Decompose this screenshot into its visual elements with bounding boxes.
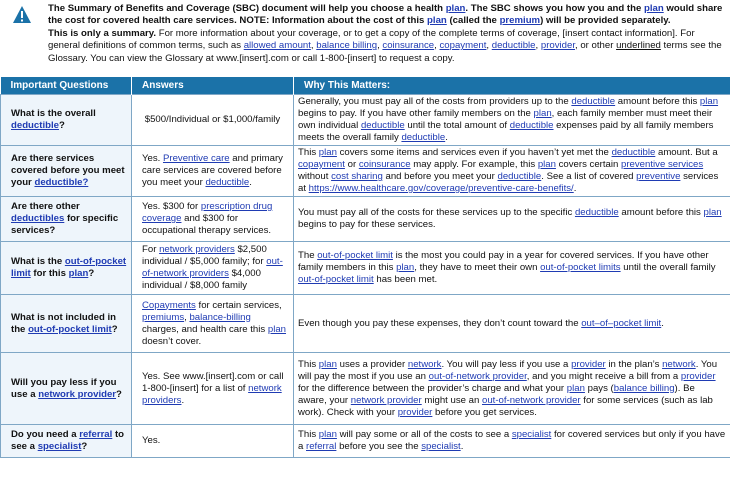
coinsurance-link[interactable]: coinsurance: [358, 159, 411, 170]
why-text: .: [573, 183, 577, 194]
deductible-link[interactable]: deductible: [401, 132, 446, 143]
provider-link[interactable]: provider: [540, 40, 575, 52]
header-important-questions: Important Questions: [1, 77, 132, 95]
plan-link[interactable]: plan: [318, 147, 337, 158]
question-cell: [1, 197, 132, 242]
separator: ,: [434, 40, 440, 52]
deductibles-link[interactable]: deductibles: [11, 213, 65, 224]
why-text: ). Be aware, your: [298, 382, 695, 406]
intro-text: The Summary of Benefits and Coverage (SBC) document will help you choose a health: [48, 3, 446, 14]
why-text: covers some items and services even if you haven’t yet met the: [336, 147, 612, 158]
why-cell: [294, 95, 730, 146]
allowed-amount-link[interactable]: allowed amount: [243, 40, 311, 52]
answer-text: $2,500 individual / $5,000 family; for: [142, 244, 267, 267]
provider-link[interactable]: provider: [680, 370, 716, 382]
question-cell: [1, 295, 132, 353]
out-of-pocket-limit-link[interactable]: out-of-pocket limit: [298, 274, 374, 285]
why-text: expenses paid by all family members meets the overall family: [298, 120, 714, 143]
why-text: without: [298, 171, 332, 182]
balance-billing-link[interactable]: balance billing: [316, 40, 378, 52]
header-why-this-matters: Why This Matters:: [294, 77, 730, 95]
answer-text: Yes. See www.[insert].com or call 1-800-[insert] for a list of: [142, 370, 284, 394]
deductible-link[interactable]: deductible: [205, 177, 250, 188]
answer-text: doesn’t cover.: [142, 335, 202, 347]
why-text: . You will pay the most if you use an: [298, 358, 718, 382]
why-text: . You will pay less if you use a: [441, 358, 572, 370]
specialist-link[interactable]: specialist: [421, 441, 461, 452]
answer-text: and $300 for occupational therapy services.: [142, 213, 272, 236]
preventive-link[interactable]: preventive: [636, 171, 681, 182]
deductible-link[interactable]: deductible: [497, 171, 542, 182]
question-cell: [1, 353, 132, 425]
why-text: until the total amount of: [404, 120, 510, 131]
deductible-link[interactable]: deductible: [360, 120, 405, 131]
header-answers: Answers: [132, 77, 294, 95]
why-text: until the overall family: [620, 262, 716, 273]
question-cell: [1, 242, 132, 295]
specialist-link[interactable]: specialist: [511, 429, 552, 440]
why-text: begins to pay. If you have other family members on the: [298, 108, 534, 119]
why-text: for the difference between the provider’s charge and what your: [298, 382, 567, 394]
answer-cell: Yes.: [132, 425, 294, 458]
specialist-link[interactable]: specialist: [37, 441, 82, 452]
question-text: for specific services?: [11, 213, 119, 236]
why-text: for covered services but only if you have a: [298, 429, 726, 452]
intro-text: For more information about your coverage, or to get a copy of the complete terms of coverage, [insert contact information]. For general definitions of common terms, such as: [48, 27, 695, 52]
why-text: Generally, you must pay all of the costs from providers up to the: [298, 96, 572, 107]
network-provider-link[interactable]: network provider: [38, 388, 117, 400]
answer-text: Yes. $300 for: [142, 201, 201, 212]
answer-cell: [132, 353, 294, 425]
out-of-pocket-limit-link[interactable]: out-of-pocket limit: [11, 256, 127, 279]
deductible-link[interactable]: deductible: [11, 120, 59, 131]
answer-cell: [132, 242, 294, 295]
preventive-care-link[interactable]: Preventive care: [162, 153, 230, 164]
prescription-drug-coverage-link[interactable]: prescription drug coverage: [142, 201, 273, 224]
info-icon: [12, 5, 32, 25]
answer-text: $4,000 individual / $8,000 family: [142, 268, 261, 291]
table-header-row: [1, 77, 730, 95]
question-text: What is the: [11, 256, 65, 267]
why-text: before you get services.: [432, 406, 537, 418]
why-text: uses a provider: [336, 358, 408, 370]
out-of-pocket-limits-link[interactable]: out-of-pocket limits: [540, 262, 621, 273]
plan-link[interactable]: plan: [533, 108, 552, 119]
out-of-network-provider-link[interactable]: out-of-network provider: [428, 370, 527, 382]
intro-lead: [10, 3, 724, 65]
referral-link[interactable]: referral: [79, 429, 113, 440]
why-text: .: [661, 317, 664, 329]
plan-link[interactable]: plan: [643, 3, 664, 14]
answer-text: .: [249, 177, 252, 188]
balance-billing-link[interactable]: balance-billing: [189, 311, 251, 323]
table-row: [1, 295, 730, 353]
question-cell: [1, 146, 132, 197]
intro-text: terms see the Glossary. You can view the Glossary at www.[insert].com or call 1-800-[insert] to request a copy.: [48, 40, 722, 64]
why-text: .: [460, 441, 464, 452]
why-text: Even though you pay these expenses, they don’t count toward the: [298, 317, 582, 329]
plan-link[interactable]: plan: [566, 382, 585, 394]
provider-link[interactable]: provider: [397, 406, 433, 418]
answer-text: ,: [184, 311, 190, 323]
why-text: in the plan’s: [605, 358, 663, 370]
network-link[interactable]: network: [662, 358, 696, 370]
answer-text: for certain services,: [195, 299, 282, 311]
intro-text: ) will be provided separately.: [540, 15, 671, 27]
balance-billing-link[interactable]: balance billing: [613, 382, 675, 394]
question-text: ?: [88, 268, 95, 279]
why-text: amount before this: [615, 96, 700, 107]
out-of-pocket-limit-link[interactable]: out-of-pocket limit: [28, 323, 112, 335]
why-text: This: [298, 429, 319, 440]
network-provider-link[interactable]: network provider: [350, 394, 422, 406]
why-text: covers certain: [555, 159, 622, 170]
intro-section: [0, 0, 730, 75]
out-of-network-providers-link[interactable]: out-of-network providers: [142, 256, 283, 279]
separator: ,: [310, 40, 317, 52]
why-text: before you see the: [336, 441, 422, 452]
coverage-table: [0, 77, 730, 458]
why-text: , and you might receive a bill from a: [526, 370, 681, 382]
separator: ,: [377, 40, 383, 52]
healthcare-gov-link[interactable]: https://www.healthcare.gov/coverage/preventive-care-benefits/: [308, 183, 574, 194]
plan-link[interactable]: plan: [267, 323, 287, 335]
why-text: services at: [298, 171, 719, 194]
why-text: . See a list of covered: [541, 171, 637, 182]
deductible-link[interactable]: deductible: [491, 40, 536, 52]
table-row: [1, 353, 730, 425]
table-row: [1, 425, 730, 458]
why-cell: [294, 242, 730, 295]
premiums-link[interactable]: premiums: [142, 311, 185, 323]
deductible-link[interactable]: deductible: [509, 120, 554, 131]
why-text: pays (: [584, 382, 614, 394]
network-link[interactable]: network: [407, 358, 442, 370]
plan-link[interactable]: plan: [427, 15, 447, 27]
plan-link[interactable]: plan: [537, 159, 556, 170]
answer-cell: [132, 146, 294, 197]
intro-text: (called the: [446, 15, 500, 27]
copayment-link[interactable]: copayment: [439, 40, 487, 52]
question-text: ?: [58, 120, 65, 131]
question-text: Are there services covered before you meet your: [11, 153, 125, 188]
why-text: .: [445, 132, 448, 143]
plan-link[interactable]: plan: [396, 262, 415, 273]
answer-cell: [132, 295, 294, 353]
why-text: might use an: [421, 394, 482, 406]
answer-cell: [132, 197, 294, 242]
why-text: for some services (such as lab work). Check with your: [298, 394, 713, 418]
why-text: amount before this: [618, 207, 704, 218]
deductible-link[interactable]: deductible?: [34, 177, 89, 188]
intro-text: . The SBC shows you how you and the: [465, 3, 644, 14]
why-text: , they have to meet their own: [414, 262, 541, 273]
why-text: or: [344, 159, 359, 170]
question-text: ?: [111, 323, 118, 335]
referral-link[interactable]: referral: [306, 441, 337, 452]
why-cell: [294, 425, 730, 458]
answer-text: Yes.: [142, 153, 163, 164]
why-text: This: [298, 147, 319, 158]
table-row: [1, 197, 730, 242]
question-cell: [1, 425, 132, 458]
plan-link[interactable]: plan: [318, 358, 337, 370]
why-text: You must pay all of the costs for these services up to the specific: [298, 207, 575, 218]
out-of-network-provider-link[interactable]: out-of-network provider: [481, 394, 581, 406]
plan-link[interactable]: plan: [703, 207, 722, 218]
why-text: is the most you could pay in a year for covered services. If you have other family members in this: [298, 250, 709, 273]
intro-text: would share the cost for covered health care services. NOTE: Information about the cost of this: [48, 3, 723, 27]
table-row: [1, 146, 730, 197]
summary-bold: This is only a summary.: [48, 27, 157, 39]
provider-link[interactable]: provider: [571, 358, 606, 370]
why-text: has been met.: [373, 274, 438, 285]
question-text: What is not included in the: [11, 311, 116, 335]
question-text: Do you need a: [11, 429, 80, 440]
separator: ,: [535, 40, 541, 52]
separator: ,: [486, 40, 492, 52]
plan-link[interactable]: plan: [445, 3, 466, 14]
answer-cell: $500/Individual or $1,000/family: [132, 95, 294, 146]
question-text: ?: [116, 388, 122, 400]
question-text: Are there other: [11, 201, 80, 212]
why-text: This: [298, 358, 319, 370]
answer-text: charges, and health care this: [142, 323, 268, 335]
table-row: [1, 242, 730, 295]
question-text: for this: [30, 268, 69, 279]
why-cell: [294, 197, 730, 242]
why-cell: [294, 295, 730, 353]
question-cell: [1, 95, 132, 146]
why-text: The: [298, 250, 318, 261]
deductible-link[interactable]: deductible: [571, 96, 616, 107]
cost-sharing-link[interactable]: cost sharing: [331, 171, 383, 182]
preventive-services-link[interactable]: preventive services: [621, 159, 704, 170]
underlined-word: underlined: [616, 40, 661, 52]
question-text: to see a: [11, 429, 125, 452]
question-text: Will you pay less if you use a: [11, 376, 117, 400]
premium-link[interactable]: premium: [499, 15, 541, 27]
why-text: amount. But a: [655, 147, 718, 158]
why-text: begins to pay for these services.: [298, 219, 436, 230]
answer-text: For: [142, 244, 160, 255]
plan-link[interactable]: plan: [318, 429, 337, 440]
why-cell: [294, 146, 730, 197]
answer-text: .: [181, 394, 185, 406]
why-text: will pay some or all of the costs to see a: [336, 429, 512, 440]
why-text: , each family member must meet their own individual: [298, 108, 713, 131]
plan-link[interactable]: plan: [699, 96, 719, 107]
deductible-link[interactable]: deductible: [574, 207, 619, 218]
deductible-link[interactable]: deductible: [611, 147, 656, 158]
answer-text: and primary care services are covered before you meet your: [142, 153, 283, 188]
why-text: may apply. For example, this: [410, 159, 538, 170]
out-of-pocket-limit-link[interactable]: out–of–pocket limit: [581, 317, 662, 329]
plan-link[interactable]: plan: [68, 268, 89, 279]
intro-text: , or other: [575, 40, 617, 52]
why-text: and before you meet your: [382, 171, 498, 182]
why-cell: [294, 353, 730, 425]
coinsurance-link[interactable]: coinsurance: [382, 40, 435, 52]
question-text: What is the overall: [11, 108, 96, 119]
out-of-pocket-limit-link[interactable]: out-of-pocket limit: [317, 250, 393, 261]
copayments-link[interactable]: Copayments: [142, 299, 196, 311]
copayment-link[interactable]: copayment: [298, 159, 345, 170]
question-text: ?: [81, 441, 88, 452]
table-row: [1, 95, 730, 146]
network-providers-link[interactable]: network providers: [159, 244, 235, 255]
network-providers-link[interactable]: network providers: [142, 382, 282, 406]
